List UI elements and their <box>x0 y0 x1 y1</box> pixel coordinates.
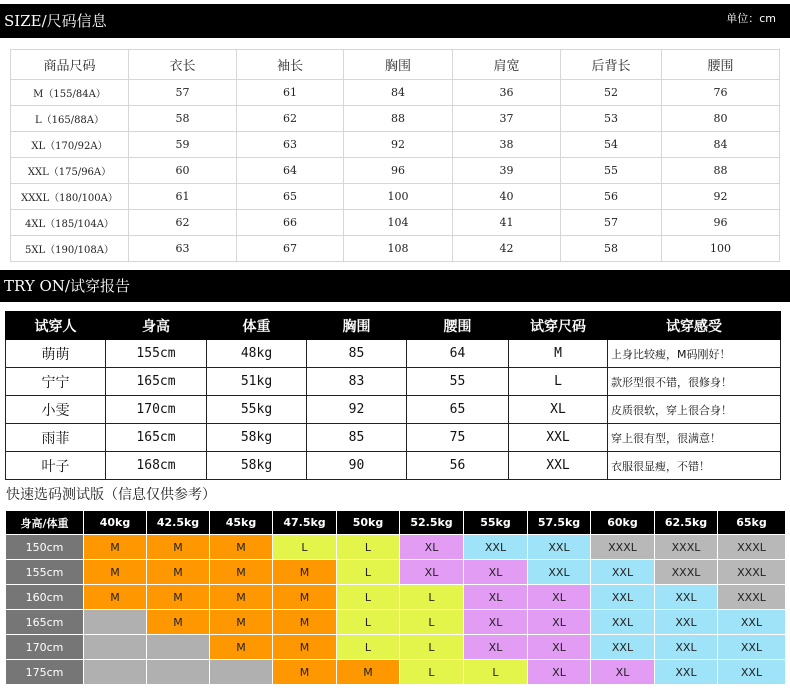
quick-size-row <box>6 660 786 685</box>
size-cell: M（155/84A） <box>11 80 129 106</box>
size-table-row <box>11 210 780 236</box>
size-cell: 92 <box>662 184 780 210</box>
size-header-cell: 胸围 <box>344 50 453 80</box>
size-cell: 37 <box>453 106 561 132</box>
size-cell: 42 <box>453 236 561 262</box>
size-cell: 58 <box>129 106 237 132</box>
quick-size-cell: XXXL <box>718 560 786 585</box>
tryon-section-title: TRY ON/试穿报告 <box>4 277 130 295</box>
quick-size-cell: XXL <box>718 610 786 635</box>
size-cell: 41 <box>453 210 561 236</box>
tryon-cell: 上身比较瘦，M码刚好！ <box>608 340 781 368</box>
tryon-cell: 雨菲 <box>6 424 106 452</box>
quick-size-row <box>6 635 786 660</box>
size-cell: 63 <box>237 132 344 158</box>
tryon-header-cell: 试穿人 <box>6 312 106 340</box>
quick-size-cell: M <box>337 660 400 685</box>
tryon-section-header <box>0 270 790 302</box>
quick-size-header-row <box>6 511 786 535</box>
tryon-cell: 155cm <box>106 340 207 368</box>
tryon-header-cell: 试穿感受 <box>608 312 781 340</box>
size-table-header-row <box>11 50 780 80</box>
tryon-cell: 衣服很显瘦，不错！ <box>608 452 781 480</box>
size-cell: 62 <box>129 210 237 236</box>
tryon-cell: 51kg <box>207 368 307 396</box>
tryon-cell: 92 <box>307 396 407 424</box>
quick-size-weight-header: 52.5kg <box>400 511 464 535</box>
quick-size-cell: M <box>273 585 337 610</box>
quick-size-cell: L <box>400 610 464 635</box>
size-table-row <box>11 132 780 158</box>
tryon-table-row <box>6 424 781 452</box>
quick-size-height-header: 155cm <box>6 560 84 585</box>
quick-size-cell: XXL <box>591 585 655 610</box>
tryon-cell: L <box>509 368 608 396</box>
size-cell: 104 <box>344 210 453 236</box>
quick-size-cell: XXL <box>591 610 655 635</box>
tryon-header-cell: 腰围 <box>407 312 509 340</box>
size-cell: 56 <box>561 184 662 210</box>
quick-size-weight-header: 40kg <box>84 511 147 535</box>
size-header-cell: 腰围 <box>662 50 780 80</box>
quick-size-cell: M <box>210 560 273 585</box>
size-cell: 61 <box>129 184 237 210</box>
tryon-cell: 165cm <box>106 368 207 396</box>
quick-size-cell: M <box>273 660 337 685</box>
quick-size-cell: XXL <box>464 535 528 560</box>
size-table-row <box>11 184 780 210</box>
unit-label: 单位：cm <box>726 12 776 25</box>
tryon-header-cell: 体重 <box>207 312 307 340</box>
quick-size-weight-header: 55kg <box>464 511 528 535</box>
size-cell: 40 <box>453 184 561 210</box>
size-cell: 84 <box>662 132 780 158</box>
tryon-cell: 58kg <box>207 452 307 480</box>
tryon-header-cell: 胸围 <box>307 312 407 340</box>
size-header-cell: 衣长 <box>129 50 237 80</box>
size-cell: 88 <box>662 158 780 184</box>
quick-size-table <box>5 510 786 685</box>
quick-size-cell: M <box>84 560 147 585</box>
quick-size-cell: XXXL <box>718 535 786 560</box>
quick-size-cell: L <box>337 635 400 660</box>
quick-size-cell: XXL <box>655 610 718 635</box>
quick-size-cell: XL <box>528 585 591 610</box>
quick-size-cell: M <box>147 560 210 585</box>
tryon-cell: 皮质很软，穿上很合身！ <box>608 396 781 424</box>
quick-size-corner: 身高/体重 <box>6 511 84 535</box>
quick-size-cell: XL <box>464 560 528 585</box>
quick-size-row <box>6 585 786 610</box>
tryon-cell: 叶子 <box>6 452 106 480</box>
quick-size-cell: M <box>147 535 210 560</box>
quick-size-height-header: 150cm <box>6 535 84 560</box>
size-cell: 59 <box>129 132 237 158</box>
quick-size-cell: L <box>273 535 337 560</box>
size-cell: 76 <box>662 80 780 106</box>
quick-size-weight-header: 65kg <box>718 511 786 535</box>
size-cell: 96 <box>662 210 780 236</box>
quick-size-cell: L <box>464 660 528 685</box>
quick-size-cell: XXXL <box>655 535 718 560</box>
tryon-table-row <box>6 452 781 480</box>
quick-size-cell: XL <box>400 535 464 560</box>
quick-size-cell: M <box>210 610 273 635</box>
size-table-row <box>11 236 780 262</box>
quick-size-empty-cell <box>84 660 147 685</box>
size-cell: 66 <box>237 210 344 236</box>
size-cell: 53 <box>561 106 662 132</box>
tryon-table-row <box>6 368 781 396</box>
size-header-cell: 袖长 <box>237 50 344 80</box>
size-cell: 58 <box>561 236 662 262</box>
quick-size-cell: M <box>147 610 210 635</box>
quick-size-weight-header: 50kg <box>337 511 400 535</box>
quick-size-height-header: 165cm <box>6 610 84 635</box>
quick-size-cell: M <box>210 585 273 610</box>
quick-size-cell: L <box>337 610 400 635</box>
quick-size-title: 快速选码测试版（信息仅供参考） <box>6 487 216 503</box>
size-cell: 62 <box>237 106 344 132</box>
size-cell: 54 <box>561 132 662 158</box>
tryon-cell: 萌萌 <box>6 340 106 368</box>
quick-size-cell: XL <box>591 660 655 685</box>
tryon-table-header-row <box>6 312 781 340</box>
quick-size-cell: XXL <box>655 585 718 610</box>
quick-size-cell: XL <box>528 635 591 660</box>
quick-size-cell: XL <box>464 585 528 610</box>
quick-size-cell: XXL <box>591 560 655 585</box>
quick-size-cell: XXL <box>528 560 591 585</box>
tryon-cell: 165cm <box>106 424 207 452</box>
size-header-cell: 商品尺码 <box>11 50 129 80</box>
tryon-cell: 85 <box>307 340 407 368</box>
quick-size-height-header: 175cm <box>6 660 84 685</box>
quick-size-cell: XL <box>400 560 464 585</box>
quick-size-cell: L <box>400 585 464 610</box>
tryon-cell: 90 <box>307 452 407 480</box>
quick-size-cell: M <box>210 635 273 660</box>
size-cell: XXXL（180/100A） <box>11 184 129 210</box>
size-cell: 92 <box>344 132 453 158</box>
size-cell: 36 <box>453 80 561 106</box>
quick-size-weight-header: 60kg <box>591 511 655 535</box>
size-cell: L（165/88A） <box>11 106 129 132</box>
tryon-cell: XL <box>509 396 608 424</box>
size-table-row <box>11 106 780 132</box>
quick-size-container <box>5 510 785 685</box>
size-cell: 61 <box>237 80 344 106</box>
quick-size-empty-cell <box>147 660 210 685</box>
size-section-title: SIZE/尺码信息 <box>4 12 107 30</box>
tryon-cell: 168cm <box>106 452 207 480</box>
quick-size-cell: L <box>400 660 464 685</box>
quick-size-height-header: 170cm <box>6 635 84 660</box>
quick-size-cell: L <box>337 585 400 610</box>
tryon-cell: 55kg <box>207 396 307 424</box>
size-cell: 60 <box>129 158 237 184</box>
quick-size-cell: M <box>147 585 210 610</box>
tryon-cell: 64 <box>407 340 509 368</box>
tryon-cell: 65 <box>407 396 509 424</box>
size-cell: 52 <box>561 80 662 106</box>
quick-size-empty-cell <box>84 635 147 660</box>
tryon-cell: 58kg <box>207 424 307 452</box>
size-cell: 63 <box>129 236 237 262</box>
quick-size-cell: XXL <box>718 635 786 660</box>
size-header-cell: 肩宽 <box>453 50 561 80</box>
quick-size-cell: M <box>210 535 273 560</box>
tryon-cell: 85 <box>307 424 407 452</box>
size-cell: 80 <box>662 106 780 132</box>
tryon-cell: 宁宁 <box>6 368 106 396</box>
size-cell: 5XL（190/108A） <box>11 236 129 262</box>
quick-size-cell: XXL <box>655 635 718 660</box>
size-cell: 100 <box>662 236 780 262</box>
tryon-table-container <box>5 311 780 480</box>
quick-size-height-header: 160cm <box>6 585 84 610</box>
tryon-cell: 56 <box>407 452 509 480</box>
size-table-container <box>10 49 779 262</box>
quick-size-weight-header: 47.5kg <box>273 511 337 535</box>
size-table <box>10 49 780 262</box>
size-cell: 57 <box>561 210 662 236</box>
quick-size-cell: M <box>84 535 147 560</box>
quick-size-cell: M <box>273 635 337 660</box>
tryon-cell: 48kg <box>207 340 307 368</box>
size-cell: XL（170/92A） <box>11 132 129 158</box>
quick-size-row <box>6 560 786 585</box>
quick-size-empty-cell <box>147 635 210 660</box>
quick-size-cell: M <box>84 585 147 610</box>
quick-size-cell: XXXL <box>718 585 786 610</box>
size-cell: 39 <box>453 158 561 184</box>
quick-size-cell: XXL <box>591 635 655 660</box>
tryon-cell: 83 <box>307 368 407 396</box>
tryon-header-cell: 身高 <box>106 312 207 340</box>
quick-size-weight-header: 62.5kg <box>655 511 718 535</box>
quick-size-empty-cell <box>210 660 273 685</box>
quick-size-cell: XL <box>528 660 591 685</box>
quick-size-cell: XL <box>464 610 528 635</box>
tryon-cell: XXL <box>509 424 608 452</box>
size-cell: 88 <box>344 106 453 132</box>
tryon-cell: 75 <box>407 424 509 452</box>
quick-size-cell: L <box>400 635 464 660</box>
size-cell: 38 <box>453 132 561 158</box>
quick-size-cell: XXL <box>655 660 718 685</box>
quick-size-cell: XL <box>464 635 528 660</box>
tryon-cell: 55 <box>407 368 509 396</box>
size-cell: 65 <box>237 184 344 210</box>
tryon-cell: 款形型很不错，很修身！ <box>608 368 781 396</box>
tryon-header-cell: 试穿尺码 <box>509 312 608 340</box>
tryon-cell: 170cm <box>106 396 207 424</box>
quick-size-cell: XL <box>528 610 591 635</box>
quick-size-cell: M <box>273 560 337 585</box>
quick-size-cell: XXL <box>528 535 591 560</box>
quick-size-cell: M <box>273 610 337 635</box>
size-cell: 67 <box>237 236 344 262</box>
quick-size-row <box>6 610 786 635</box>
size-header-cell: 后背长 <box>561 50 662 80</box>
size-section-header <box>0 4 790 38</box>
tryon-cell: M <box>509 340 608 368</box>
size-cell: 4XL（185/104A） <box>11 210 129 236</box>
tryon-cell: 小雯 <box>6 396 106 424</box>
size-cell: 57 <box>129 80 237 106</box>
size-cell: 96 <box>344 158 453 184</box>
size-cell: 55 <box>561 158 662 184</box>
quick-size-weight-header: 57.5kg <box>528 511 591 535</box>
quick-size-cell: L <box>337 535 400 560</box>
size-cell: 100 <box>344 184 453 210</box>
tryon-table-row <box>6 340 781 368</box>
quick-size-cell: XXXL <box>655 560 718 585</box>
tryon-cell: XXL <box>509 452 608 480</box>
size-cell: 64 <box>237 158 344 184</box>
size-cell: XXL（175/96A） <box>11 158 129 184</box>
size-table-row <box>11 158 780 184</box>
tryon-table-row <box>6 396 781 424</box>
size-cell: 108 <box>344 236 453 262</box>
size-cell: 84 <box>344 80 453 106</box>
quick-size-cell: XXXL <box>591 535 655 560</box>
tryon-table <box>5 311 781 480</box>
quick-size-cell: XXL <box>718 660 786 685</box>
quick-size-cell: L <box>337 560 400 585</box>
size-table-row <box>11 80 780 106</box>
tryon-cell: 穿上很有型，很满意！ <box>608 424 781 452</box>
quick-size-weight-header: 42.5kg <box>147 511 210 535</box>
quick-size-weight-header: 45kg <box>210 511 273 535</box>
quick-size-empty-cell <box>84 610 147 635</box>
quick-size-row <box>6 535 786 560</box>
